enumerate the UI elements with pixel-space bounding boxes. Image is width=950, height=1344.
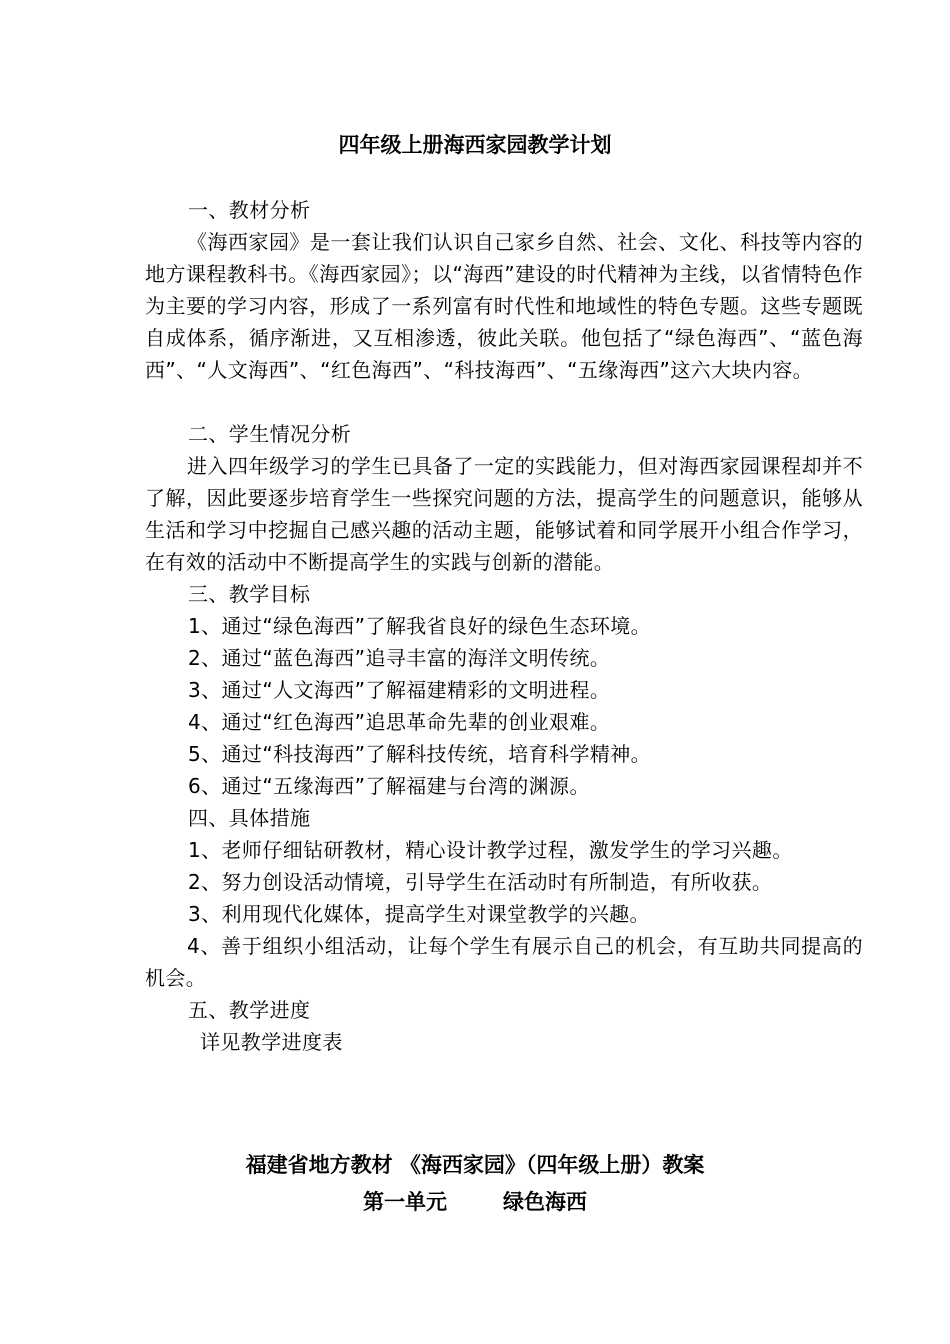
lesson-title: 福建省地方教材 《海西家园》（四年级上册）教案 — [245, 1153, 705, 1177]
goal-item: 1、通过“绿色海西”了解我省良好的绿色生态环境。 — [188, 614, 652, 638]
measure-item: 4、善于组织小组活动，让每个学生有展示自己的机会，有互助共同提高的机会。 — [145, 934, 863, 990]
measure-item: 3、利用现代化媒体，提高学生对课堂教学的兴趣。 — [188, 902, 650, 926]
goal-item: 5、通过“科技海西”了解科技传统，培育科学精神。 — [188, 742, 652, 766]
section-heading-schedule: 五、教学进度 — [188, 998, 311, 1022]
goal-item: 2、通过“蓝色海西”追寻丰富的海洋文明传统。 — [188, 646, 611, 670]
section-paragraph-students: 进入四年级学习的学生已具备了一定的实践能力，但对海西家园课程却并不了解，因此要逐步培育学生一些探究问题的方法，提高学生的问题意识，能够从生活和学习中挖掘自己感兴趣的活动主题，能够试着和同学展开小组合作学习，在有效的活动中不断提高学生的实践与创新的潜能。 — [145, 454, 863, 574]
goal-item: 4、通过“红色海西”追思革命先辈的创业艰难。 — [188, 710, 611, 734]
section-heading-materials: 一、教材分析 — [188, 198, 311, 222]
section-paragraph-materials: 《海西家园》是一套让我们认识自己家乡自然、社会、文化、科技等内容的地方课程教科书。《海西家园》；以“海西”建设的时代精神为主线，以省情特色作为主要的学习内容，形成了一系列富有时代性和地域性的特色专题。这些专题既自成体系，循序渐进，又互相渗透，彼此关联。他包括了“绿色海西”、“蓝色海西”、“人文海西”、“红色海西”、“科技海西”、“五缘海西”这六大块内容。 — [145, 230, 863, 382]
measure-item: 1、老师仔细钻研教材，精心设计教学过程，激发学生的学习兴趣。 — [188, 838, 793, 862]
section-heading-goals: 三、教学目标 — [188, 582, 311, 606]
unit-number: 第一单元 — [363, 1190, 447, 1214]
unit-name: 绿色海西 — [503, 1190, 587, 1214]
measure-item: 2、努力创设活动情境，引导学生在活动时有所制造，有所收获。 — [188, 870, 773, 894]
plan-title: 四年级上册海西家园教学计划 — [338, 133, 612, 157]
schedule-note: 详见教学进度表 — [200, 1030, 343, 1054]
section-heading-students: 二、学生情况分析 — [188, 422, 352, 446]
unit-heading — [0, 1187, 950, 1217]
goal-item: 3、通过“人文海西”了解福建精彩的文明进程。 — [188, 678, 611, 702]
section-heading-measures: 四、具体措施 — [188, 806, 311, 830]
goal-item: 6、通过“五缘海西”了解福建与台湾的渊源。 — [188, 774, 590, 798]
